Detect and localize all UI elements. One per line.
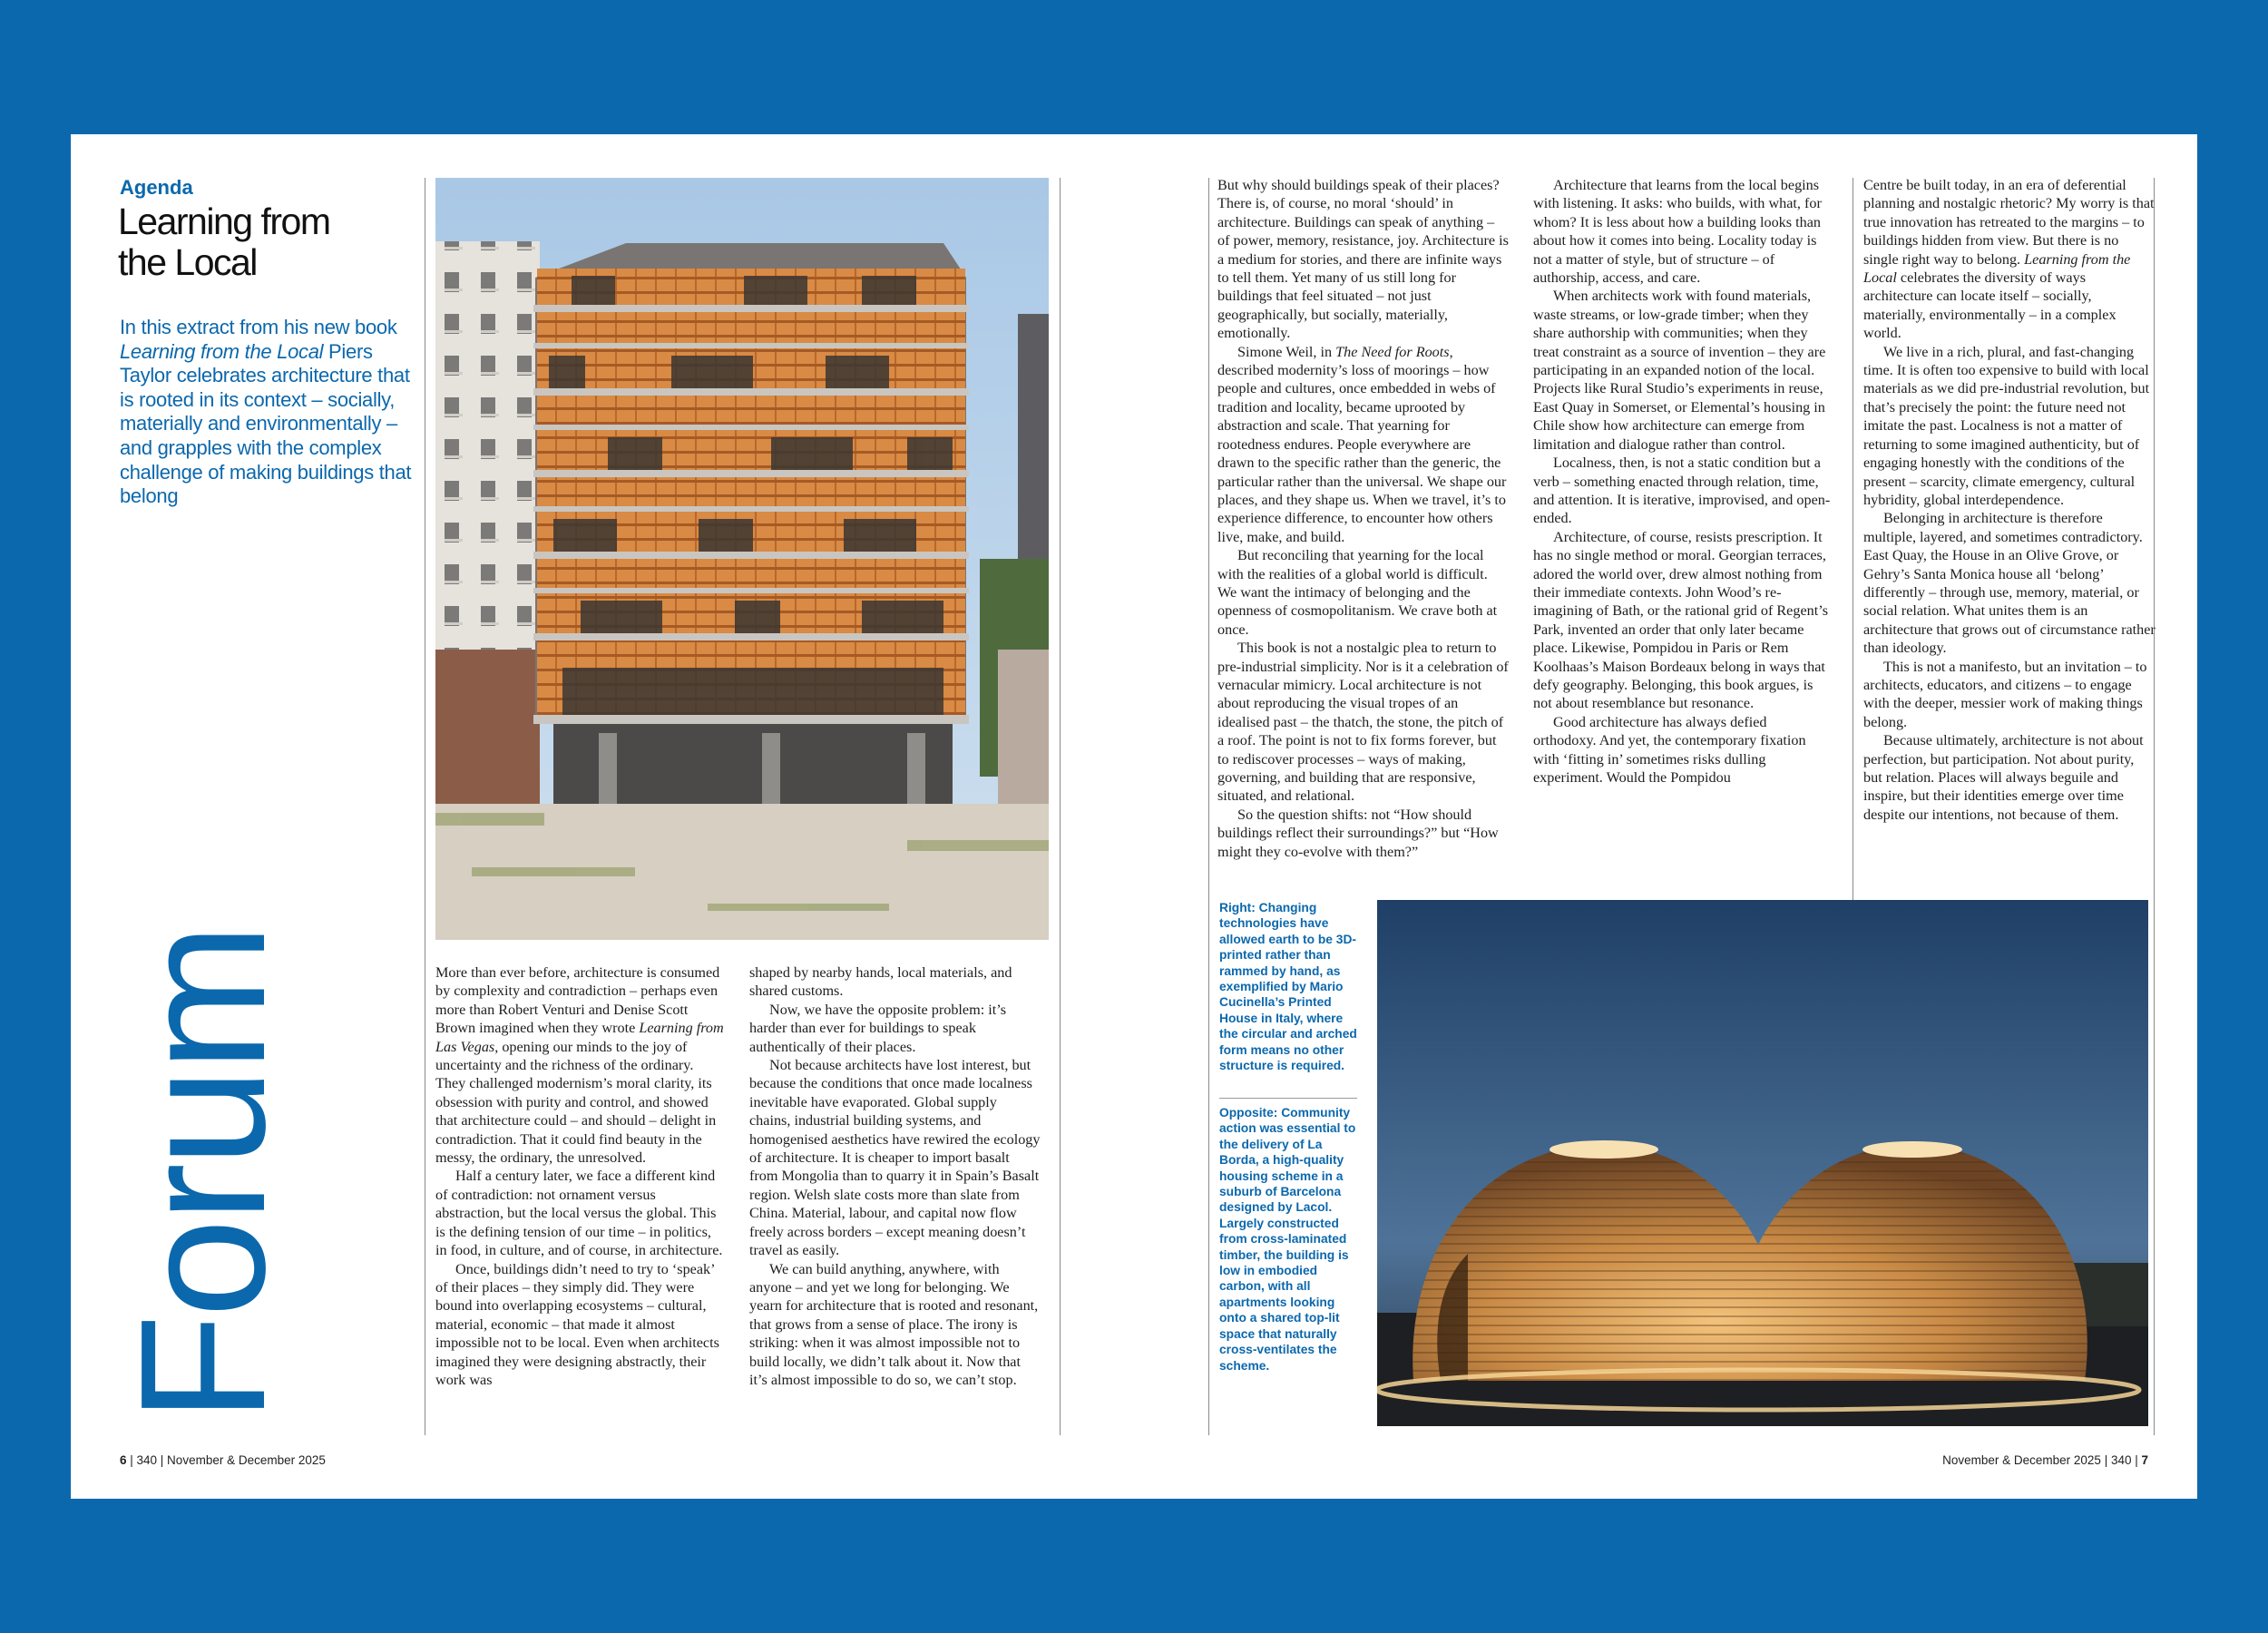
paragraph-text: More than ever before, architecture is consumed by complexity and contradiction – perhaps even more than Robert Venturi and Denise Scott Brown imagined when they wrote [435, 964, 720, 1037]
book-title: Learning from the Local [1863, 250, 2131, 287]
standfirst-book-title: Learning from the Local [120, 339, 324, 363]
book-title: Learning from Las Vegas [435, 1020, 724, 1055]
paragraph-text: celebrates the diversity of ways architecture can locate itself – socially, materially, environmentally – in a complex world. [1863, 269, 2116, 342]
paragraph-text: Simone Weil, in [1237, 343, 1336, 360]
paragraph: This book is not a nostalgic plea to return to pre-industrial simplicity. Nor is it a celebration of vernacular mimicry. Local architecture is not about reproducing the visual tropes of an idealised past – the thatch, the stone, the pitch of a roof. The point is not to fix forms forever, but to rediscover processes – ways of making, governing, and building that are responsive, situated, and relational. [1217, 640, 1509, 805]
paragraph: But reconciling that yearning for the local with the realities of a global world is difficult. We want the intimacy of belonging and the openness of cosmopolitanism. We crave both at once. [1217, 547, 1498, 638]
paragraph: Good architecture has always defied orthodoxy. And yet, the contemporary fixation with ‘fitting in’ sometimes risks dulling experiment. Would the Pompidou [1533, 713, 1806, 786]
photo-la-borda [435, 178, 1049, 940]
body-column-1 [435, 963, 724, 1389]
paragraph: This is not a manifesto, but an invitation – to architects, educators, and citizens – to engage with the deeper, messier work of making things belong. [1863, 658, 2147, 730]
body-column-4 [1533, 176, 1831, 787]
paragraph-text: , opening our minds to the joy of uncertainty and the richness of the ordinary. They challenged modernism’s moral clarity, its obsession with purity and control, and showed that architecture could – and should – delight in contradiction. That it could find beauty in the messy, the ordinary, the unresolved. [435, 1038, 717, 1167]
printed-house-image [1377, 900, 2148, 1426]
photo-printed-house [1377, 900, 2148, 1426]
paragraph: Because ultimately, architecture is not about perfection, but participation. Not about purity, but relation. Places will always beguile and inspire, but their identities emerge over time despite our intentions, not because of them. [1863, 732, 2144, 823]
paragraph: Once, buildings didn’t need to try to ‘speak’ of their places – they simply did. They were bound into overlapping ecosystems – cultural, material, economic – that made it almost impossible not to be local. Even when architects imagined they were designing abstractly, their work was [435, 1260, 719, 1388]
paragraph: When architects work with found materials, waste streams, or low-grade timber; when they share authorship with communities; when they treat constraint as a source of invention – they are participating in an expanded notion of the local. Projects like Rural Studio’s experiments in reuse, East Quay in Somerset, or Elemental’s housing in Chile show how architecture can emerge from limitation and dialogue rather than control. [1533, 288, 1826, 453]
paragraph: Half a century later, we face a different kind of contradiction: not ornament versus abstraction, but the local versus the global. This is the defining tension of our time – in politics, in food, in culture, and of course, in architecture. [435, 1168, 723, 1259]
folio-left [120, 1453, 326, 1467]
section-kicker: Agenda [120, 176, 193, 199]
article-title [118, 201, 390, 283]
paragraph: Architecture that learns from the local begins with listening. It asks: who builds, with what, for whom? It is less about how a building looks than about how it comes into being. Locality today is not a matter of style, but of structure – of authorship, access, and care. [1533, 177, 1822, 287]
column-rule [1060, 178, 1061, 1435]
paragraph: But why should buildings speak of their places? There is, of course, no moral ‘should’ in architecture. Buildings can speak of anything – of power, memory, resistance, joy. Architecture is a medium for stories, and there are infinite ways to tell them. Yet many of us still long for buildings that feel situated – not just geographically, but socially, materially, emotionally. [1217, 177, 1509, 342]
paragraph [435, 963, 724, 1167]
title-line-2: the Local [118, 241, 257, 283]
body-column-5 [1863, 176, 2156, 824]
folio-text: November & December 2025 | 340 | [1942, 1453, 2142, 1467]
page-number: 7 [2141, 1453, 2148, 1467]
caption-divider [1219, 1098, 1357, 1099]
standfirst-text-b: Piers Taylor celebrates architecture that is rooted in its context – socially, materially and environmentally – and grapples with the complex challenge of making buildings that belong [120, 339, 412, 508]
paragraph [1863, 176, 2156, 343]
paragraph: Localness, then, is not a static condition but a verb – something enacted through relation, time, and attention. It is iterative, improvised, and open-ended. [1533, 455, 1831, 527]
standfirst [120, 316, 412, 509]
paragraph: Belonging in architecture is therefore multiple, layered, and sometimes contradictory. East Quay, the House in an Olive Grove, or Gehry’s Santa Monica house all ‘belong’ differently – through use, memory, material, or social relation. What unites them is an architecture that grows out of circumstance rather than ideology. [1863, 510, 2156, 657]
folio-text: | 340 | November & December 2025 [126, 1453, 326, 1467]
body-column-2 [749, 963, 1041, 1389]
paragraph: We live in a rich, plural, and fast-changing time. It is often too expensive to build with local materials as we did pre-industrial revolution, but that’s precisely the point: the future need not imitate the past. Localness is not a matter of returning to some imagined authenticity, but of engaging honestly with the conditions of the present – scarcity, climate emergency, cultural hybridity, global interdependence. [1863, 343, 2150, 508]
paragraph: Now, we have the opposite problem: it’s harder than ever for buildings to speak authentically of their places. [749, 1001, 1007, 1055]
page-number: 6 [120, 1453, 127, 1467]
folio-right [1942, 1453, 2148, 1467]
caption-right: Right: Changing technologies have allowed earth to be 3D-printed rather than rammed by hand, as exemplified by Mario Cucinella’s Printed House in Italy, where the circular and arched form means no other structure is required. [1219, 901, 1357, 1073]
la-borda-building-image [435, 178, 1049, 940]
caption-opposite: Opposite: Community action was essential to the delivery of La Borda, a high-quality housing scheme in a suburb of Barcelona designed by Lacol. Largely constructed from cross-laminated timber, the building is low in embodied carbon, with all apartments looking onto a shared top-lit space that naturally cross-ventilates the scheme. [1219, 1106, 1356, 1373]
paragraph: We can build anything, anywhere, with anyone – and yet we long for belonging. We yearn for architecture that is rooted and resonant, that grows from a sense of place. The irony is striking: when it was almost impossible not to build locally, we didn’t talk about it. Now that it’s almost impossible to do so, we can’t stop. [749, 1260, 1039, 1388]
paragraph: So the question shifts: not “How should buildings reflect their surroundings?” but “How might they co-evolve with them?” [1217, 806, 1499, 860]
paragraph-text: , described modernity’s loss of moorings – how people and cultures, once embedded in webs of tradition and locality, became uprooted by abstraction and scale. That yearning for rootedness endures. People everywhere are drawn to the specific rather than the generic, the particular rather than the universal. We shape our places, and they shape us. When we travel, it’s to experience difference, to encounter how others live, make, and build. [1217, 343, 1507, 545]
book-title: The Need for Roots [1335, 343, 1450, 360]
paragraph-text: Centre be built today, in an era of deferential planning and nostalgic rhetoric? My worry is that true innovation has retreated to the margins – to buildings hidden from view. But there is no single right way to belong. [1863, 177, 2155, 268]
paragraph [1217, 343, 1510, 546]
title-line-1: Learning from [118, 200, 330, 242]
paragraph: shaped by nearby hands, local materials, and shared customs. [749, 964, 1012, 1000]
section-label-forum: Forum [103, 926, 302, 1423]
standfirst-text-a: In this extract from his new book [120, 316, 397, 338]
magazine-spread [71, 134, 2197, 1499]
body-column-3 [1217, 176, 1510, 861]
paragraph: Not because architects have lost interest, but because the conditions that once made localness inevitable have evaporated. Global supply chains, industrial building systems, and homogenised aesthetics have rewired the ecology of architecture. It is cheaper to import basalt from Mongolia than to quarry it in Spain’s Basalt region. Welsh slate costs more than slate from China. Material, labour, and capital now flow freely across borders – except meaning doesn’t travel as easily. [749, 1057, 1041, 1259]
paragraph: Architecture, of course, resists prescription. It has no single method or moral. Georgian terraces, adored the world over, drew almost nothing from their immediate contexts. John Wood’s re-imagining of Bath, or the rational grid of Regent’s Park, invented an order that only later became place. Likewise, Pompidou in Paris or Rem Koolhaas’s Maison Bordeaux belong in ways that defy geography. Belonging, this book argues, is not about resemblance but resonance. [1533, 528, 1829, 712]
column-rule [1208, 178, 1209, 1435]
